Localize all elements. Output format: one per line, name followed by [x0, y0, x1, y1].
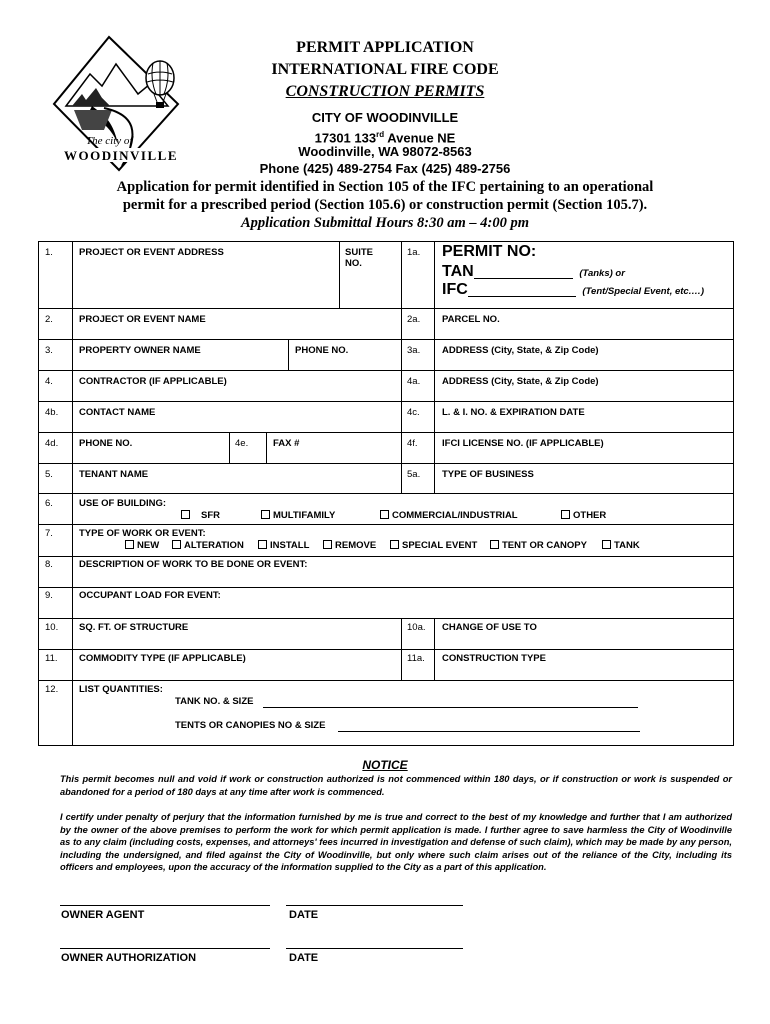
contractor-address-label[interactable]: ADDRESS (City, State, & Zip Code)	[442, 376, 599, 387]
title-construction-permits: CONSTRUCTION PERMITS	[285, 83, 485, 100]
row-num: 7.	[45, 528, 53, 539]
row-num: 5a.	[407, 469, 421, 480]
tents-size-label: TENTS OR CANOPIES NO & SIZE	[175, 720, 326, 731]
owner-agent-signature-line[interactable]	[60, 905, 270, 906]
title-permit-application: PERMIT APPLICATION	[296, 39, 474, 56]
ifci-license-label[interactable]: IFCI LICENSE NO. (IF APPLICABLE)	[442, 438, 604, 449]
checkbox-icon	[258, 540, 267, 549]
parcel-no-label[interactable]: PARCEL NO.	[442, 314, 500, 325]
checkbox-icon	[125, 540, 134, 549]
checkbox-sfr[interactable]: SFR	[181, 510, 220, 521]
notice-paragraph-1: This permit becomes null and void if work or construction authorized is not commenced within 180 days, or if construction or work is suspended or abandoned for a period of 180 days at any time after work is commenced.	[60, 774, 732, 797]
tents-size-line[interactable]	[338, 731, 640, 732]
title-ifc: INTERNATIONAL FIRE CODE	[271, 61, 499, 78]
type-of-work-label: TYPE OF WORK OR EVENT:	[79, 528, 206, 539]
suite-label[interactable]: SUITE NO.	[345, 247, 373, 269]
construction-type-label[interactable]: CONSTRUCTION TYPE	[442, 653, 546, 664]
city-name: CITY OF WOODINVILLE	[311, 110, 459, 125]
project-address-label[interactable]: PROJECT OR EVENT ADDRESS	[79, 247, 224, 258]
checkbox-icon	[602, 540, 611, 549]
contractor-label[interactable]: CONTRACTOR (IF APPLICABLE)	[79, 376, 227, 387]
owner-authorization-label: OWNER AUTHORIZATION	[61, 952, 197, 964]
row-num: 4d.	[45, 438, 59, 449]
checkbox-multifamily[interactable]: MULTIFAMILY	[261, 510, 335, 521]
logo-small-text: The city of	[86, 135, 133, 147]
row-num: 12.	[45, 684, 59, 695]
fax-label[interactable]: FAX #	[273, 438, 300, 449]
contractor-phone-label[interactable]: PHONE NO.	[79, 438, 133, 449]
checkbox-other[interactable]: OTHER	[561, 510, 606, 521]
tank-size-label: TANK NO. & SIZE	[175, 696, 254, 707]
checkbox-icon	[261, 510, 270, 519]
tank-size-line[interactable]	[263, 707, 638, 708]
occupant-load-label[interactable]: OCCUPANT LOAD FOR EVENT:	[79, 590, 221, 601]
list-quantities-label: LIST QUANTITIES:	[79, 684, 163, 695]
row-num: 4b.	[45, 407, 59, 418]
city-address-line2: Woodinville, WA 98072-8563	[298, 144, 472, 159]
row-num: 5.	[45, 469, 53, 480]
logo-city-name: WOODINVILLE	[63, 148, 179, 163]
date-label-2: DATE	[289, 952, 319, 964]
checkbox-icon	[181, 510, 190, 519]
row-num: 1.	[45, 247, 53, 258]
checkbox-alteration[interactable]: ALTERATION	[172, 540, 244, 551]
li-number-label[interactable]: L. & I. NO. & EXPIRATION DATE	[442, 407, 585, 418]
contact-name-label[interactable]: CONTACT NAME	[79, 407, 156, 418]
row-num: 6.	[45, 498, 53, 509]
row-num: 4a.	[407, 376, 421, 387]
date-line-2[interactable]	[286, 948, 463, 949]
row-num: 10a.	[407, 622, 426, 633]
checkbox-remove[interactable]: REMOVE	[323, 540, 376, 551]
notice-title: NOTICE	[362, 758, 408, 772]
row-num: 4e.	[235, 438, 249, 449]
change-of-use-label[interactable]: CHANGE OF USE TO	[442, 622, 537, 633]
checkbox-icon	[561, 510, 570, 519]
property-owner-label[interactable]: PROPERTY OWNER NAME	[79, 345, 201, 356]
use-of-building-label: USE OF BUILDING:	[79, 498, 167, 509]
checkbox-install[interactable]: INSTALL	[258, 540, 309, 551]
row-num: 9.	[45, 590, 53, 601]
intro-line1: Application for permit identified in Section 105 of the IFC pertaining to an operational	[116, 179, 654, 195]
owner-address-label[interactable]: ADDRESS (City, State, & Zip Code)	[442, 345, 599, 356]
tenant-name-label[interactable]: TENANT NAME	[79, 469, 149, 480]
row-num: 11a.	[407, 653, 425, 664]
row-num: 2a.	[407, 314, 421, 325]
submittal-hours: Application Submittal Hours 8:30 am – 4:00 pm	[240, 215, 530, 231]
row-num: 3a.	[407, 345, 421, 356]
checkbox-commercial[interactable]: COMMERCIAL/INDUSTRIAL	[380, 510, 518, 521]
city-logo	[52, 34, 190, 182]
owner-phone-label[interactable]: PHONE NO.	[295, 345, 349, 356]
notice-paragraph-2: I certify under penalty of perjury that the information furnished by me is true and correct to the best of my knowledge and further that I am authorized by the owner of the above premises to perform the work for which permit application is made. I further agree to save harmless the City of Woodinville as to any claim (including costs, expenses, and attorneys' fees incurred in investigation and defense of such claim), which may be made by any person, including the undersigned, and filed against the City of Woodinville, but only where such claim arises out of the reliance of the City, including its officers and employees, upon the accuracy of the information supplied to the City as a part of this application.	[60, 812, 732, 872]
intro-line2: permit for a prescribed period (Section 105.6) or construction permit (Section 105.7).	[122, 197, 648, 213]
checkbox-special-event[interactable]: SPECIAL EVENT	[390, 540, 477, 551]
checkbox-icon	[490, 540, 499, 549]
date-line-1[interactable]	[286, 905, 463, 906]
row-num: 4.	[45, 376, 53, 387]
business-type-label[interactable]: TYPE OF BUSINESS	[442, 469, 534, 480]
row-num: 2.	[45, 314, 53, 325]
row-num: 3.	[45, 345, 53, 356]
checkbox-tent-canopy[interactable]: TENT OR CANOPY	[490, 540, 587, 551]
sqft-label[interactable]: SQ. FT. OF STRUCTURE	[79, 622, 189, 633]
row-num: 4f.	[407, 438, 418, 449]
description-label[interactable]: DESCRIPTION OF WORK TO BE DONE OR EVENT:	[79, 559, 308, 570]
permit-no-label: PERMIT NO:	[442, 243, 537, 260]
owner-agent-label: OWNER AGENT	[61, 909, 145, 921]
commodity-type-label[interactable]: COMMODITY TYPE (IF APPLICABLE)	[79, 653, 246, 664]
tan-line[interactable]: TAN (Tanks) or	[442, 263, 625, 280]
project-name-label[interactable]: PROJECT OR EVENT NAME	[79, 314, 206, 325]
owner-authorization-signature-line[interactable]	[60, 948, 270, 949]
checkbox-icon	[390, 540, 399, 549]
permit-form-table	[38, 241, 734, 746]
date-label-1: DATE	[289, 909, 319, 921]
row-num: 10.	[45, 622, 59, 633]
ifc-line[interactable]: IFC (Tent/Special Event, etc.…)	[442, 281, 705, 298]
city-address-line1: 17301 133rd Avenue NE	[314, 130, 456, 146]
city-phone: Phone (425) 489-2754 Fax (425) 489-2756	[259, 161, 511, 176]
row-num: 11.	[45, 653, 58, 664]
checkbox-icon	[380, 510, 389, 519]
row-num: 1a.	[407, 247, 421, 258]
checkbox-tank[interactable]: TANK	[602, 540, 640, 551]
checkbox-icon	[323, 540, 332, 549]
row-num: 4c.	[407, 407, 420, 418]
row-num: 8.	[45, 559, 53, 570]
checkbox-new[interactable]: NEW	[125, 540, 159, 551]
checkbox-icon	[172, 540, 181, 549]
